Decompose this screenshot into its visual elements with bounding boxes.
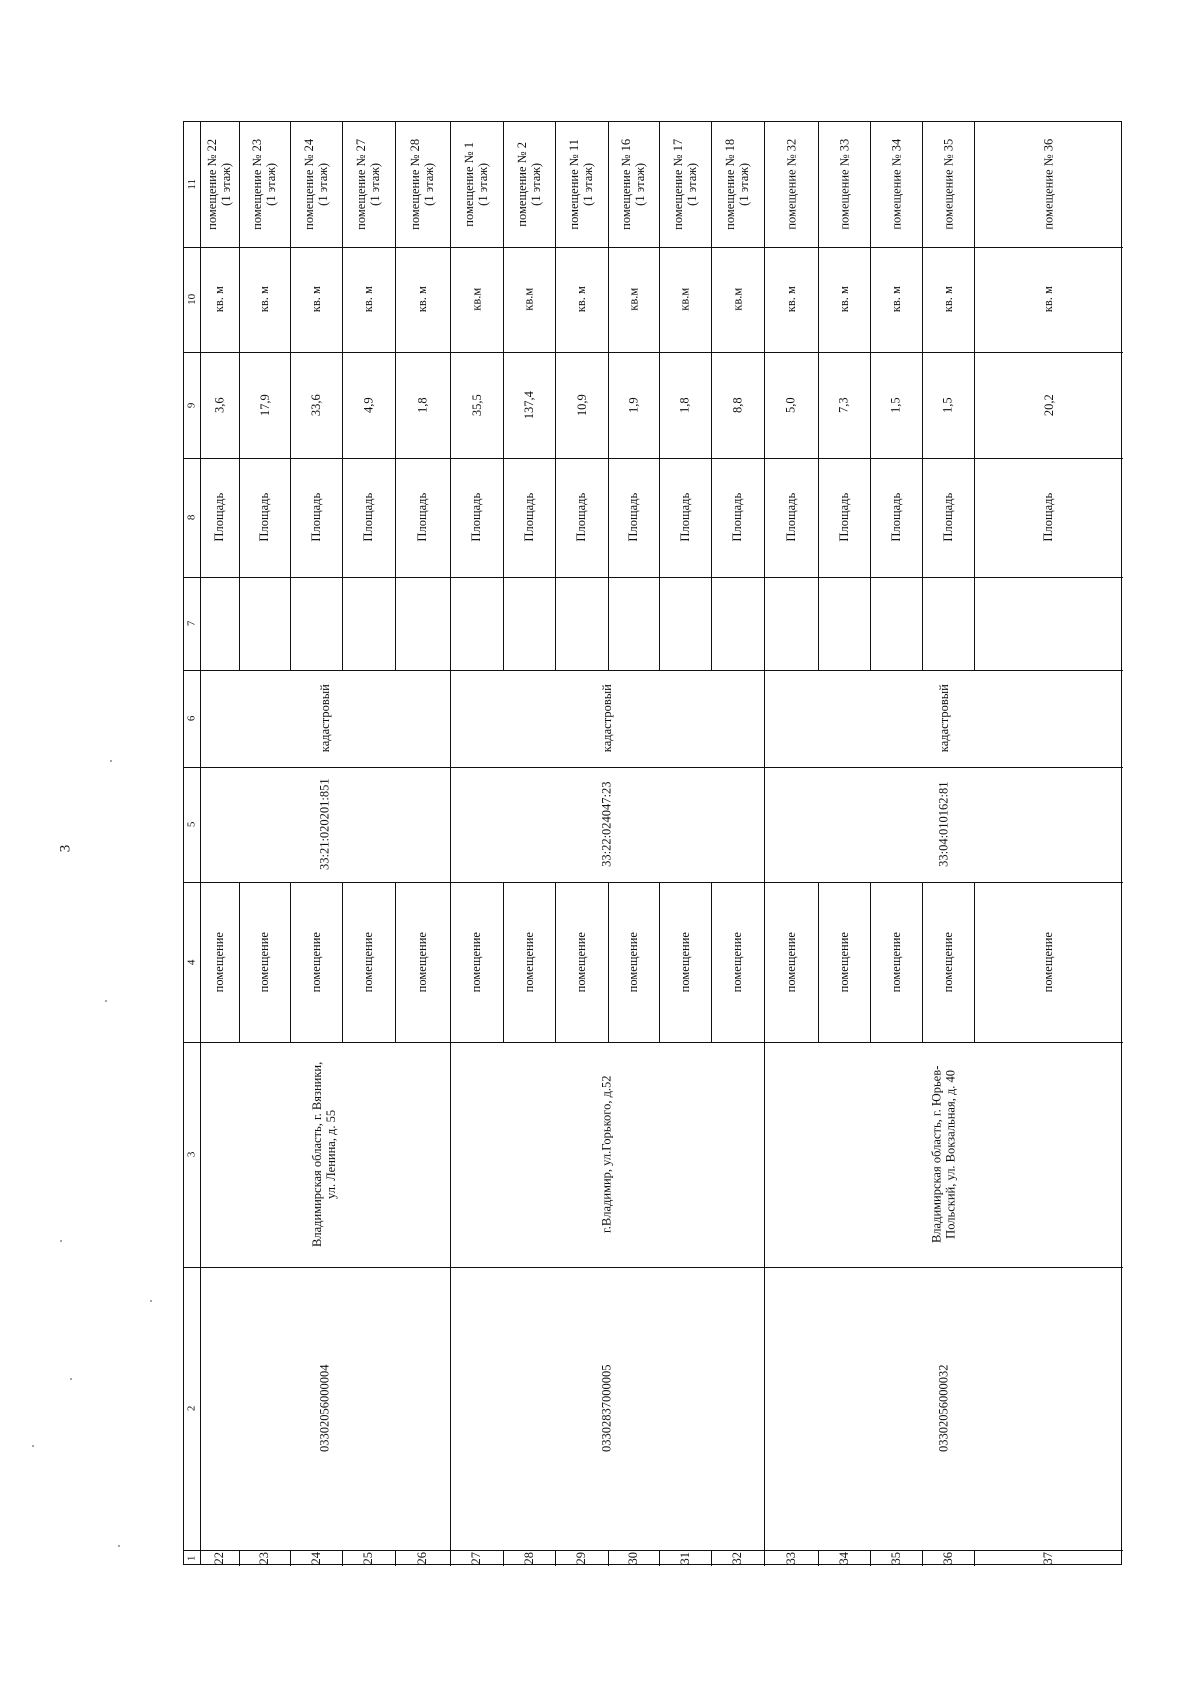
cell-text: помещение <box>1041 931 1056 993</box>
cell-text: Площадь <box>212 493 227 542</box>
table-cell <box>450 352 503 458</box>
table-cell <box>870 882 922 1042</box>
text-line: (1 этаж) <box>633 163 648 206</box>
cell-text: 11 <box>185 179 198 190</box>
table-cell <box>290 458 342 577</box>
cell-text: Площадь <box>940 493 955 542</box>
cell-text: 26 <box>415 1551 430 1565</box>
table-cell <box>200 882 239 1042</box>
table-cell <box>659 352 711 458</box>
table-cell <box>764 247 818 352</box>
text-line: (1 этаж) <box>685 163 699 206</box>
cell-text: кв. м <box>888 286 903 313</box>
cell-text: 7 <box>185 620 198 627</box>
cell-text: 24 <box>308 1551 323 1565</box>
group-cell <box>200 767 450 882</box>
table-cell <box>974 122 1123 247</box>
cell-text: помещение <box>626 931 641 993</box>
cell-text: кв. м <box>574 286 589 313</box>
table-cell <box>342 352 395 458</box>
cell-text: Площадь <box>469 493 484 542</box>
column-header <box>184 577 200 670</box>
cell-text: кв.м <box>626 287 641 312</box>
cell-text: 1,9 <box>626 397 641 413</box>
scan-speck <box>105 1000 107 1002</box>
group-cell <box>200 1042 450 1267</box>
table-cell <box>764 122 818 247</box>
table-cell <box>608 1550 659 1566</box>
page-number: 3 <box>57 844 74 853</box>
table-cell <box>711 1550 764 1566</box>
scan-speck <box>70 1378 72 1380</box>
group-cell <box>450 1042 764 1267</box>
table-cell <box>608 247 659 352</box>
table-cell <box>290 122 342 247</box>
text-line: помещение № 24 <box>301 139 316 230</box>
table-cell <box>503 1550 555 1566</box>
text-line: (1 этаж) <box>476 163 491 206</box>
text-line: (1 этаж) <box>368 163 383 206</box>
cell-text: 32 <box>730 1551 745 1565</box>
text-line: (1 этаж) <box>219 163 234 206</box>
table-cell <box>870 247 922 352</box>
table-cell <box>974 882 1123 1042</box>
table-cell <box>290 352 342 458</box>
cell-text: 30 <box>626 1551 641 1565</box>
table-cell <box>200 1550 239 1566</box>
cell-text: 4 <box>185 959 198 965</box>
cell-text: Площадь <box>730 493 745 542</box>
table-cell <box>342 458 395 577</box>
cell-text: 33:21:020201:851 <box>317 778 332 871</box>
cell-text: 10,9 <box>574 394 589 416</box>
table-cell <box>200 352 239 458</box>
cell-text: 1,8 <box>677 397 692 413</box>
table-cell <box>974 458 1123 577</box>
group-cell <box>764 1267 1123 1550</box>
cell-text: 33,6 <box>308 394 323 416</box>
table-cell <box>395 247 450 352</box>
cell-text: 1,8 <box>415 397 430 413</box>
table-cell <box>450 882 503 1042</box>
table-cell <box>555 122 608 247</box>
cell-text: 37 <box>1041 1551 1056 1565</box>
table-cell <box>555 458 608 577</box>
cell-text: 4,9 <box>361 397 376 413</box>
text-line: помещение № 18 <box>723 139 738 230</box>
column-header <box>184 882 200 1042</box>
cell-text: помещение <box>257 931 272 993</box>
cell-text: 6 <box>185 715 198 722</box>
table-cell <box>870 122 922 247</box>
table-cell <box>608 122 659 247</box>
group-cell <box>450 670 764 767</box>
cell-text: помещение <box>888 931 903 993</box>
cell-text: помещение <box>940 931 955 993</box>
cell-text: 7,3 <box>836 397 851 413</box>
column-header <box>184 767 200 882</box>
cell-text: кв. м <box>783 286 798 313</box>
table-cell <box>818 1550 870 1566</box>
cell-text: кв.м <box>521 287 536 312</box>
table-cell <box>711 882 764 1042</box>
table-cell <box>818 247 870 352</box>
cell-text: помещение <box>361 931 376 993</box>
table-cell <box>395 122 450 247</box>
text-line: Владимирская область, г. Юрьев- <box>929 1065 944 1244</box>
table-cell <box>239 122 290 247</box>
table-cell <box>555 882 608 1042</box>
cell-text: помещение <box>677 931 692 993</box>
table-cell <box>200 122 239 247</box>
table-cell <box>870 1550 922 1566</box>
cell-text: 25 <box>361 1551 376 1565</box>
cell-text: 03302056000032 <box>936 1364 951 1453</box>
table-cell <box>555 1550 608 1566</box>
table-cell <box>239 352 290 458</box>
cell-text: 137,4 <box>521 390 536 420</box>
group-cell <box>200 1267 450 1550</box>
cell-text: Площадь <box>1041 493 1056 542</box>
cell-text: 9 <box>185 402 198 408</box>
cell-text: кв. м <box>212 286 227 313</box>
column-header <box>184 122 200 247</box>
table-cell <box>239 882 290 1042</box>
table-cell <box>608 352 659 458</box>
table-cell <box>342 882 395 1042</box>
cell-text: 5 <box>185 821 198 828</box>
text-line: Владимирская область, г. Вязники, <box>310 1061 325 1248</box>
cell-text: кадастровый <box>599 684 614 753</box>
text-line: помещение № 17 <box>670 139 685 230</box>
text-line: (1 этаж) <box>529 163 543 206</box>
cell-text: 27 <box>469 1551 484 1565</box>
text-line: (1 этаж) <box>422 163 437 206</box>
table-cell <box>503 882 555 1042</box>
cell-text: помещение <box>415 931 430 993</box>
cell-text: Площадь <box>888 493 903 542</box>
cell-text: Площадь <box>836 493 851 542</box>
text-line: (1 этаж) <box>737 163 752 206</box>
table-cell <box>711 458 764 577</box>
group-cell <box>200 670 450 767</box>
table-cell <box>922 1550 974 1566</box>
table-cell <box>974 352 1123 458</box>
scan-speck <box>32 1445 34 1447</box>
cell-text: помещение <box>212 931 227 993</box>
table-cell <box>870 352 922 458</box>
group-cell <box>450 1267 764 1550</box>
table-cell <box>974 1550 1123 1566</box>
cell-text: 8,8 <box>730 397 745 413</box>
text-line: г.Владимир, ул.Горького, д.52 <box>599 1075 614 1234</box>
table-cell <box>659 122 711 247</box>
table-cell <box>922 122 974 247</box>
text-line: (1 этаж) <box>316 163 330 206</box>
cell-text: помещение <box>783 931 798 993</box>
table-cell <box>659 247 711 352</box>
scan-speck <box>110 760 112 762</box>
cell-text: Площадь <box>361 493 376 542</box>
cell-text: 03302056000004 <box>317 1364 332 1453</box>
table-cell <box>503 352 555 458</box>
cell-text: кв. м <box>257 286 272 313</box>
cell-text: кв. м <box>361 286 376 313</box>
table-cell <box>503 247 555 352</box>
cell-text: 20,2 <box>1041 394 1056 416</box>
cell-text: кадастровый <box>936 684 951 753</box>
table-cell <box>711 122 764 247</box>
table-cell <box>608 882 659 1042</box>
table-cell <box>659 882 711 1042</box>
cell-text: кв.м <box>730 287 745 312</box>
column-divider <box>184 577 1123 578</box>
cell-text: 10 <box>185 293 198 305</box>
cell-text: 22 <box>212 1551 227 1565</box>
table-cell <box>922 458 974 577</box>
table-cell <box>764 1550 818 1566</box>
cell-text: 17,9 <box>257 394 272 416</box>
text-line: помещение № 11 <box>567 139 582 230</box>
table-cell <box>922 247 974 352</box>
scan-speck <box>150 1300 152 1302</box>
cell-text: 5,0 <box>783 397 798 413</box>
registry-table <box>183 121 1122 1565</box>
table-cell <box>711 352 764 458</box>
cell-text: кв. м <box>1041 286 1056 313</box>
cell-text: помещение <box>574 931 589 993</box>
table-cell <box>974 247 1123 352</box>
table-cell <box>503 458 555 577</box>
table-cell <box>818 122 870 247</box>
group-cell <box>764 670 1123 767</box>
text-line: (1 этаж) <box>581 163 596 206</box>
cell-text: 36 <box>940 1551 955 1565</box>
text-line: помещение № 36 <box>1041 139 1056 230</box>
group-cell <box>764 767 1123 882</box>
cell-text: кв. м <box>836 286 851 313</box>
cell-text: кв. м <box>940 286 955 313</box>
table-cell <box>818 352 870 458</box>
cell-text: 23 <box>257 1551 272 1565</box>
table-cell <box>290 247 342 352</box>
cell-text: 3 <box>185 1151 198 1158</box>
column-header <box>184 352 200 458</box>
text-line: помещение № 28 <box>408 139 423 230</box>
table-cell <box>450 458 503 577</box>
table-cell <box>818 458 870 577</box>
table-cell <box>200 458 239 577</box>
table-cell <box>922 352 974 458</box>
cell-text: 33:22:024047:23 <box>599 781 614 868</box>
column-header <box>184 670 200 767</box>
cell-text: 2 <box>185 1405 198 1412</box>
table-cell <box>290 882 342 1042</box>
column-header <box>184 247 200 352</box>
table-cell <box>290 1550 342 1566</box>
table-cell <box>764 458 818 577</box>
cell-text: 1,5 <box>888 397 903 413</box>
cell-text: Площадь <box>783 493 798 542</box>
column-header <box>184 458 200 577</box>
cell-text: кв.м <box>469 287 484 312</box>
cell-text: кадастровый <box>317 684 332 753</box>
table-cell <box>764 352 818 458</box>
cell-text: помещение <box>308 931 323 993</box>
table-cell <box>818 882 870 1042</box>
table-cell <box>395 882 450 1042</box>
table-cell <box>922 882 974 1042</box>
cell-text: Площадь <box>574 493 589 542</box>
cell-text: помещение <box>521 931 536 993</box>
text-line: ул. Ленина, д. 55 <box>325 1109 339 1200</box>
table-cell <box>503 122 555 247</box>
cell-text: 34 <box>836 1551 851 1565</box>
table-cell <box>239 247 290 352</box>
cell-text: Площадь <box>415 493 430 542</box>
text-line: помещение № 35 <box>940 139 955 230</box>
scan-speck <box>60 1240 62 1242</box>
column-header <box>184 1042 200 1267</box>
cell-text: 03302837000005 <box>599 1364 614 1453</box>
text-line: (1 этаж) <box>264 163 279 206</box>
cell-text: кв. м <box>308 286 323 313</box>
cell-text: помещение <box>730 931 745 993</box>
cell-text: 35,5 <box>469 394 484 416</box>
table-cell <box>764 882 818 1042</box>
cell-text: кв.м <box>677 287 692 312</box>
table-cell <box>200 247 239 352</box>
table-cell <box>555 247 608 352</box>
cell-text: помещение <box>469 931 484 993</box>
table-cell <box>608 458 659 577</box>
table-cell <box>555 352 608 458</box>
text-line: помещение № 2 <box>514 142 529 227</box>
cell-text: Площадь <box>626 493 641 542</box>
text-line: помещение № 27 <box>354 139 369 230</box>
cell-text: 33 <box>783 1551 798 1565</box>
text-line: помещение № 1 <box>462 142 477 227</box>
scan-speck <box>118 1545 120 1547</box>
table-cell <box>711 247 764 352</box>
cell-text: Площадь <box>308 493 323 542</box>
text-line: помещение № 34 <box>888 139 903 230</box>
cell-text: Площадь <box>521 493 536 542</box>
table-cell <box>239 458 290 577</box>
table-cell <box>342 247 395 352</box>
group-cell <box>764 1042 1123 1267</box>
table-cell <box>450 1550 503 1566</box>
cell-text: Площадь <box>677 493 692 542</box>
table-cell <box>450 247 503 352</box>
cell-text: 3,6 <box>212 397 227 413</box>
cell-text: 1 <box>185 1555 198 1561</box>
cell-text: 8 <box>185 514 198 521</box>
text-line: помещение № 32 <box>783 139 798 230</box>
cell-text: 33:04:010162:81 <box>936 781 951 868</box>
table-cell <box>342 1550 395 1566</box>
cell-text: 29 <box>574 1551 589 1565</box>
text-line: помещение № 16 <box>619 139 634 230</box>
table-cell <box>342 122 395 247</box>
text-line: помещение № 33 <box>836 139 851 230</box>
table-cell <box>395 352 450 458</box>
cell-text: Площадь <box>257 493 272 542</box>
text-line: помещение № 23 <box>250 139 265 230</box>
cell-text: помещение <box>836 931 851 993</box>
cell-text: 1,5 <box>940 397 955 413</box>
table-cell <box>659 458 711 577</box>
cell-text: 31 <box>677 1551 692 1565</box>
text-line: помещение № 22 <box>205 139 220 230</box>
cell-text: кв. м <box>415 286 430 313</box>
table-cell <box>395 1550 450 1566</box>
table-cell <box>450 122 503 247</box>
column-header <box>184 1550 200 1566</box>
table-cell <box>659 1550 711 1566</box>
column-header <box>184 1267 200 1550</box>
cell-text: 35 <box>888 1551 903 1565</box>
table-cell <box>870 458 922 577</box>
text-line: Польский, ул. Вокзальная, д. 40 <box>943 1070 958 1239</box>
group-cell <box>450 767 764 882</box>
table-cell <box>395 458 450 577</box>
table-cell <box>239 1550 290 1566</box>
cell-text: 28 <box>521 1551 536 1565</box>
